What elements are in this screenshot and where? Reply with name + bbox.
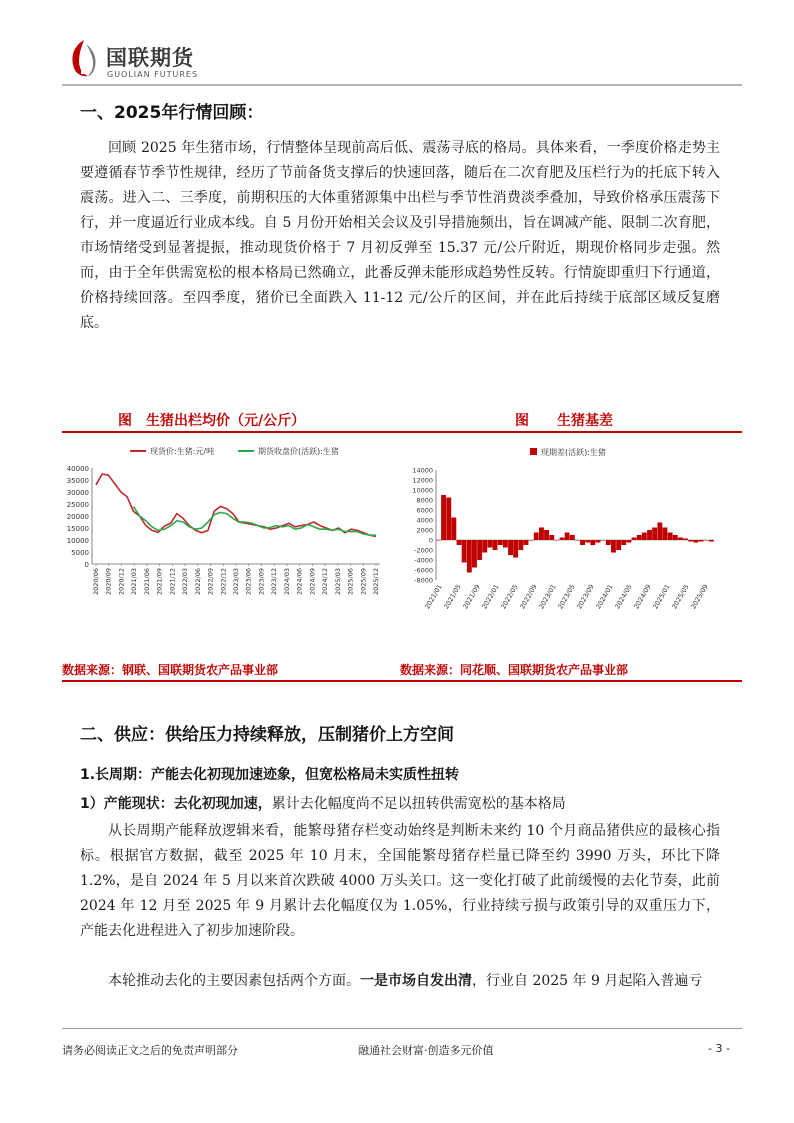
y-tick-label: 2000 (416, 526, 433, 535)
basis-bar (663, 528, 668, 541)
section1-paragraph: 回顾 2025 年生猪市场，行情整体呈现前高后低、震荡寻底的格局。具体来看，一季度价格走势主要遵循春节季节性规律，经历了节前备货支撑后的快速回落，随后在二次育肥及压栏行为的托底下转入震荡。进入二、三季度，前期积压的大体重猪源集中出栏与季节性消费淡季叠加，导致价格承压震荡下行，并一度逼近行业成本线。自 5 月份开始相关会议及引导措施频出，旨在调减产能、限制二次育肥，市场情绪受到显著提振，推动现货价格于 7 月初反弹至 15.37 元/公斤附近，期现价格同步走强。然而，由于全年供需宽松的根本格局已然确立，此番反弹未能形成趋势性反转。行情旋即重归下行通道，价格持续回落。至四季度，猪价已全面跌入 11-12 元/公斤的区间，并在此后持续于底部区域反复磨底。 (80, 140, 720, 331)
basis-bar (451, 518, 456, 541)
chart-top-rule (62, 431, 742, 433)
paragraph-2-start: 本轮推动去化的主要因素包括两个方面。 (108, 973, 360, 989)
x-tick-label: 2022/06 (193, 568, 202, 596)
x-tick-label: 2021/05 (442, 583, 463, 611)
basis-bar (688, 540, 693, 542)
logo-text-en: GUOLIAN FUTURES (107, 70, 199, 79)
basis-bar (554, 540, 559, 541)
page-number: - 3 - (708, 1042, 730, 1055)
y-tick-label: 40000 (66, 465, 89, 473)
basis-bar (457, 540, 462, 545)
header (62, 36, 742, 86)
basis-bar (534, 533, 539, 541)
header-divider (62, 84, 742, 86)
y-tick-label: -6000 (414, 566, 433, 575)
basis-bar (668, 533, 673, 541)
series-line-1 (133, 506, 376, 535)
basis-bar (544, 530, 549, 540)
basis-bar (596, 540, 601, 543)
legend-label-basis: 现期差(活跃):生猪 (541, 448, 606, 457)
x-tick-label: 2022/05 (499, 583, 520, 611)
y-tick-label: 30000 (66, 489, 89, 497)
basis-bar (621, 540, 626, 545)
basis-bar (627, 540, 632, 543)
basis-bar (642, 533, 647, 541)
x-tick-label: 2023/09 (257, 568, 266, 596)
x-tick-label: 2020/09 (104, 568, 113, 596)
x-tick-label: 2024/09 (308, 568, 317, 596)
x-tick-label: 2020/06 (92, 568, 100, 596)
y-tick-label: 35000 (66, 477, 89, 485)
x-tick-label: 2022/01 (480, 583, 501, 611)
footer-slogan: 融通社会财富·创造多元价值 (358, 1044, 494, 1057)
x-tick-label: 2023/01 (537, 583, 558, 611)
x-tick-label: 2023/09 (575, 583, 596, 611)
basis-bar (529, 540, 534, 541)
x-tick-label: 2025/06 (346, 568, 355, 596)
hog-price-chart (62, 440, 392, 645)
basis-bar (565, 533, 570, 541)
x-tick-label: 2021/01 (423, 583, 444, 611)
basis-bar (508, 540, 513, 555)
section2-paragraph-1: 从长周期产能释放逻辑来看，能繁母猪存栏变动始终是判断未来约 10 个月商品猪供应的最核心指标。根据官方数据，截至 2025 年 10 月末，全国能繁母猪存栏量已降至约 3990 万头，环比下降 1.2%，是自 2024 年 5 月以来首次跌破 4000 万头关口。这一变化打破了此前缓慢的去化节奏，此前 2024 年 12 月至 2025 年 9 月累计去化幅度仅为 1.05%，行业持续亏损与政策引导的双重压力下，产能去化进程进入了初步加速阶段。 (80, 823, 720, 939)
x-tick-label: 2024/09 (632, 583, 653, 611)
basis-bar (611, 540, 616, 553)
x-tick-label: 2021/03 (130, 568, 139, 596)
y-tick-label: -4000 (414, 556, 433, 565)
right-chart-title: 图 生猪基差 (515, 413, 613, 429)
legend-swatch-basis (530, 448, 537, 455)
basis-bar (488, 540, 493, 548)
y-tick-label: 6000 (416, 506, 433, 515)
left-chart-title: 图 生猪出栏均价（元/公斤） (118, 413, 306, 429)
x-tick-label: 2024/05 (613, 583, 634, 611)
basis-bar (503, 540, 508, 548)
basis-bar (601, 540, 606, 541)
basis-bar (446, 498, 451, 541)
basis-bar (673, 535, 678, 540)
x-tick-label: 2024/06 (295, 568, 304, 596)
x-tick-label: 2022/09 (206, 568, 215, 596)
x-tick-label: 2021/06 (142, 568, 151, 596)
paragraph-2-bold: 一是市场自发出清 (360, 973, 472, 989)
basis-bar (637, 535, 642, 540)
legend-label-spot: 现货价:生猪:元/吨 (150, 447, 215, 456)
y-tick-label: 10000 (412, 486, 433, 495)
basis-bar (467, 540, 472, 573)
basis-bar (441, 495, 446, 540)
y-tick-label: 10000 (66, 537, 89, 545)
basis-bar (477, 540, 482, 560)
basis-bar (570, 535, 575, 540)
x-tick-label: 2022/09 (518, 583, 539, 611)
y-tick-label: 20000 (66, 513, 89, 521)
basis-bar (482, 540, 487, 553)
basis-bar (472, 540, 477, 568)
basis-bar (513, 540, 518, 558)
basis-bar (709, 540, 714, 542)
logo-text-cn: 国联期货 (106, 46, 194, 70)
basis-bar (580, 540, 585, 545)
y-tick-label: 25000 (66, 501, 89, 509)
basis-bar (560, 538, 565, 541)
guolian-logo-icon (68, 38, 100, 78)
legend-label-futures: 期货收盘价(活跃):生猪 (258, 447, 339, 456)
section2-subheading-1: 1.长周期：产能去化初现加速迹象，但宽松格局未实质性扭转 (80, 767, 460, 783)
x-tick-label: 2023/05 (556, 583, 577, 611)
chart-bottom-rule (62, 680, 742, 682)
x-tick-label: 2024/12 (321, 568, 330, 596)
right-chart-source: 数据来源：同花顺、国联期货农产品事业部 (400, 663, 629, 677)
x-tick-label: 2025/12 (372, 568, 380, 596)
y-tick-label: 0 (84, 561, 89, 569)
basis-bar (606, 540, 611, 545)
x-tick-label: 2025/01 (651, 583, 672, 611)
x-tick-label: 2024/01 (594, 583, 615, 611)
x-tick-label: 2023/06 (244, 568, 253, 596)
basis-bar (590, 540, 595, 545)
basis-bar (693, 540, 698, 543)
y-tick-label: 8000 (416, 496, 433, 505)
basis-bar (539, 528, 544, 541)
x-tick-label: 2025/05 (670, 583, 691, 611)
footer-divider (62, 1028, 742, 1029)
x-tick-label: 2022/03 (181, 568, 190, 596)
basis-bar (652, 528, 657, 541)
basis-bar (524, 540, 529, 545)
x-tick-label: 2022/12 (219, 568, 228, 596)
series-line-0 (96, 474, 376, 536)
x-tick-label: 2021/09 (461, 583, 482, 611)
basis-bar (575, 540, 580, 541)
hog-basis-chart (400, 440, 742, 645)
y-tick-label: 4000 (416, 516, 433, 525)
basis-bar (683, 539, 688, 541)
paragraph-2-rest: ，行业自 2025 年 9 月起陷入普遍亏 (472, 973, 703, 989)
section2-title: 二、供应：供给压力持续释放，压制猪价上方空间 (80, 725, 454, 745)
x-tick-label: 2024/03 (282, 568, 291, 596)
basis-bar (549, 535, 554, 540)
basis-bar (493, 540, 498, 550)
y-tick-label: -2000 (414, 546, 433, 555)
basis-bar (632, 538, 637, 541)
left-chart-source: 数据来源：钢联、国联期货农产品事业部 (62, 663, 279, 677)
subheading-2-bold: 1）产能现状：去化初现加速， (80, 796, 272, 812)
basis-bar (462, 540, 467, 563)
x-tick-label: 2023/12 (270, 568, 279, 596)
basis-bar (585, 540, 590, 543)
basis-bar (616, 540, 621, 550)
y-tick-label: 14000 (412, 466, 433, 475)
basis-bar (657, 523, 662, 541)
footer-disclaimer: 请务必阅读正文之后的免责声明部分 (62, 1044, 238, 1057)
basis-bar (647, 530, 652, 540)
section1-title: 一、2025年行情回顾： (80, 103, 264, 123)
x-tick-label: 2025/09 (359, 568, 368, 596)
section2-subheading-2 (80, 793, 566, 813)
basis-bar (436, 540, 441, 541)
y-tick-label: 0 (428, 536, 433, 545)
x-tick-label: 2021/09 (155, 568, 164, 596)
y-tick-label: -8000 (414, 576, 433, 585)
x-tick-label: 2021/12 (168, 568, 177, 596)
y-tick-label: 12000 (412, 476, 433, 485)
x-tick-label: 2025/09 (689, 583, 710, 611)
basis-bar (498, 540, 503, 545)
y-tick-label: 15000 (66, 525, 89, 533)
basis-bar (678, 538, 683, 541)
basis-bar (518, 540, 523, 550)
basis-bar (699, 540, 704, 542)
x-tick-label: 2025/03 (333, 568, 342, 596)
y-tick-label: 5000 (71, 549, 89, 557)
x-tick-label: 2023/03 (232, 568, 240, 596)
subheading-2-rest: 累计去化幅度尚不足以扭转供需宽松的基本格局 (271, 796, 566, 812)
section2-paragraph-2 (80, 969, 720, 994)
basis-bar (704, 540, 709, 541)
x-tick-label: 2020/12 (117, 568, 126, 596)
